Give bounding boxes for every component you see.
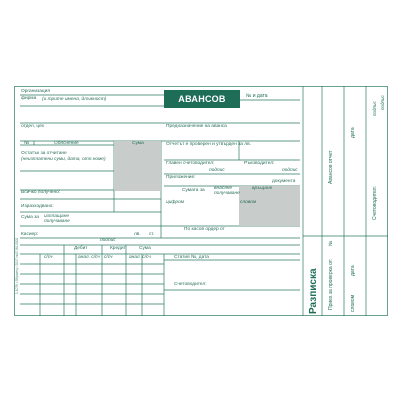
checked-label: Отчетът е проверен и утвърден за лв.: [166, 142, 251, 147]
sum-at-label: Сумата за: [182, 188, 205, 193]
manager-podpis: подпис: [282, 168, 298, 173]
receipt-podpis-2: подпис: [380, 95, 385, 110]
receipt-no: №: [328, 240, 334, 246]
receipt-title: Разписка: [308, 268, 319, 314]
side-print-code: 1-1076 • Образец • 2017 №07-80-0002: [15, 237, 19, 294]
article-label: Статия №, дата: [174, 255, 209, 260]
accountant-label: Счетоводител:: [174, 282, 207, 287]
spent-label: Изразходвано:: [21, 204, 54, 209]
debit-sch: с/сч: [44, 255, 53, 260]
shaded-box-sum: [239, 186, 300, 226]
total-received-label: Всичко получено:: [21, 190, 61, 195]
org-label: Организация: [21, 89, 50, 94]
receive-word-2: получаване: [214, 191, 240, 196]
credit-sch: с/сч: [104, 255, 113, 260]
credit-analyt: анал. с/сч: [129, 255, 151, 260]
form-title: АВАНСОВ ОТЧЕТ: [164, 90, 240, 108]
purpose-label: Предназначение на аванса: [166, 124, 227, 129]
col-no: №: [24, 141, 30, 146]
receipt-received: Приех за проверка от:: [328, 258, 334, 310]
documents-label: документа: [272, 179, 296, 184]
chief-acc-label: Главен счетоводител:: [166, 161, 215, 166]
in-words: словом: [240, 200, 257, 205]
lv-label: лв.: [134, 232, 141, 237]
receipt-date: дата: [350, 265, 356, 276]
shaded-box-amount: [114, 141, 161, 191]
balance-label: Остатък за отчитане: [21, 151, 67, 156]
st-label: ст.: [149, 232, 155, 237]
col-basis: Обяснение: [54, 141, 79, 146]
receipt-podpis: подпис: [372, 101, 377, 116]
in-digits: цифром: [166, 200, 185, 205]
credit-label: Кредит: [110, 246, 126, 251]
cash-order-label: По касов ордер от: [184, 227, 225, 232]
receipt-accountant: Счетоводител:: [372, 186, 378, 220]
firm-label: фирма: [21, 96, 37, 101]
deposit-word: внасяне: [214, 186, 233, 191]
cashier-label: Касиер:: [21, 232, 39, 237]
dept-label: отдел, цех: [21, 124, 45, 129]
receipt-words: словом: [350, 294, 356, 312]
cashier-podpis: подпис: [100, 238, 116, 243]
receipt-advance-report: Авансов отчет: [328, 150, 334, 184]
advance-report-form: [14, 86, 388, 316]
receipt-date-2: дата: [350, 127, 356, 138]
payout-word: изплащане: [44, 214, 70, 219]
firm-hint: (и трите имена, длъжност): [42, 97, 107, 102]
handed-word: връщане: [252, 186, 273, 191]
receive-word: получаване: [44, 219, 70, 224]
debit-analyt: анал. с/сч: [78, 255, 100, 260]
chief-podpis: подпис: [209, 168, 225, 173]
sum-for-label: Сума за: [21, 215, 39, 220]
no-date-label: № и дата: [246, 93, 268, 99]
col-amount: Сума: [132, 141, 144, 146]
attach-label: Приложение:: [166, 175, 196, 180]
amount-label: Сума: [139, 246, 151, 251]
debit-label: Дебит: [74, 246, 88, 251]
manager-label: Ръководител:: [244, 161, 275, 166]
balance-hint: (неизплатени суми, дата, отп.номе): [21, 157, 106, 162]
